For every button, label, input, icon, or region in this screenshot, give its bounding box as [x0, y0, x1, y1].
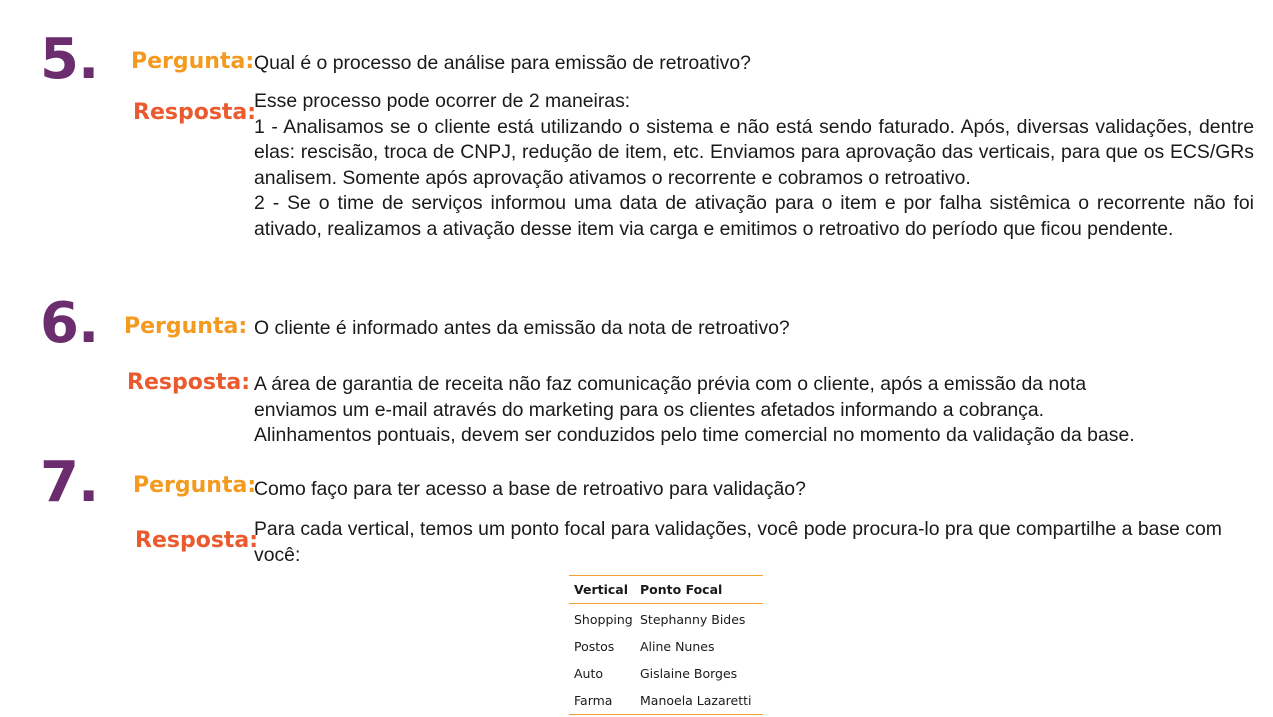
answer-line: Alinhamentos pontuais, devem ser conduzidos pelo time comercial no momento da validação da base. — [254, 424, 1135, 446]
answer-text-6 — [254, 372, 1264, 449]
answer-text-7 — [254, 517, 1229, 568]
table-header-focal-point: Ponto Focal — [640, 582, 723, 597]
answer-line: Esse processo pode ocorrer de 2 maneiras: — [254, 90, 631, 112]
table-cell-focal-point: Aline Nunes — [640, 639, 715, 654]
item-number-5: 5. — [40, 27, 99, 92]
table-header-vertical: Vertical — [574, 582, 629, 597]
answer-label-6: Resposta: — [127, 370, 251, 395]
item-number-6: 6. — [40, 291, 99, 356]
question-label-5: Pergunta: — [131, 49, 255, 74]
answer-label-5: Resposta: — [133, 100, 257, 125]
table-cell-focal-point: Gislaine Borges — [640, 666, 738, 681]
table-cell-vertical: Farma — [574, 693, 613, 708]
table-cell-vertical: Postos — [574, 639, 615, 654]
table-header-row — [569, 576, 763, 604]
table-row — [569, 687, 763, 714]
question-text-6: O cliente é informado antes da emissão da nota de retroativo? — [254, 317, 790, 339]
table-row — [569, 660, 763, 687]
focal-point-table — [569, 575, 763, 715]
answer-line: A área de garantia de receita não faz comunicação prévia com o cliente, após a emissão da nota — [254, 373, 1087, 395]
question-text-5: Qual é o processo de análise para emissão de retroativo? — [254, 52, 751, 74]
question-text-7: Como faço para ter acesso a base de retroativo para validação? — [254, 478, 806, 500]
table-cell-vertical: Shopping — [574, 612, 633, 627]
table-row — [569, 633, 763, 660]
table-row — [569, 606, 763, 633]
table-cell-vertical: Auto — [574, 666, 604, 681]
answer-text-5 — [254, 89, 1254, 242]
table-cell-focal-point: Stephanny Bides — [640, 612, 746, 627]
question-label-6: Pergunta: — [124, 314, 248, 339]
answer-line: 2 - Se o time de serviços informou uma data de ativação para o item e por falha sistêmica o recorrente não foi ativado, realizamos a ativação desse item via carga e emitimos o retroativo do período que ficou pendente. — [254, 192, 1254, 240]
question-label-7: Pergunta: — [133, 473, 257, 498]
answer-label-7: Resposta: — [135, 528, 259, 553]
answer-line: Para cada vertical, temos um ponto focal para validações, você pode procura-lo pra que compartilhe a base com você: — [254, 518, 1222, 566]
answer-line: enviamos um e-mail através do marketing para os clientes afetados informando a cobrança. — [254, 398, 1045, 421]
answer-line: 1 - Analisamos se o cliente está utilizando o sistema e não está sendo faturado. Após, diversas validações, dentre elas: rescisão, troca de CNPJ, redução de item, etc. Enviamos para aprovação das verticais, para que os ECS/GRs analisem. Somente após aprovação ativamos o recorrente e cobramos o retroativo. — [254, 115, 1254, 189]
item-number-7: 7. — [40, 450, 99, 515]
table-cell-focal-point: Manoela Lazaretti — [640, 693, 752, 708]
